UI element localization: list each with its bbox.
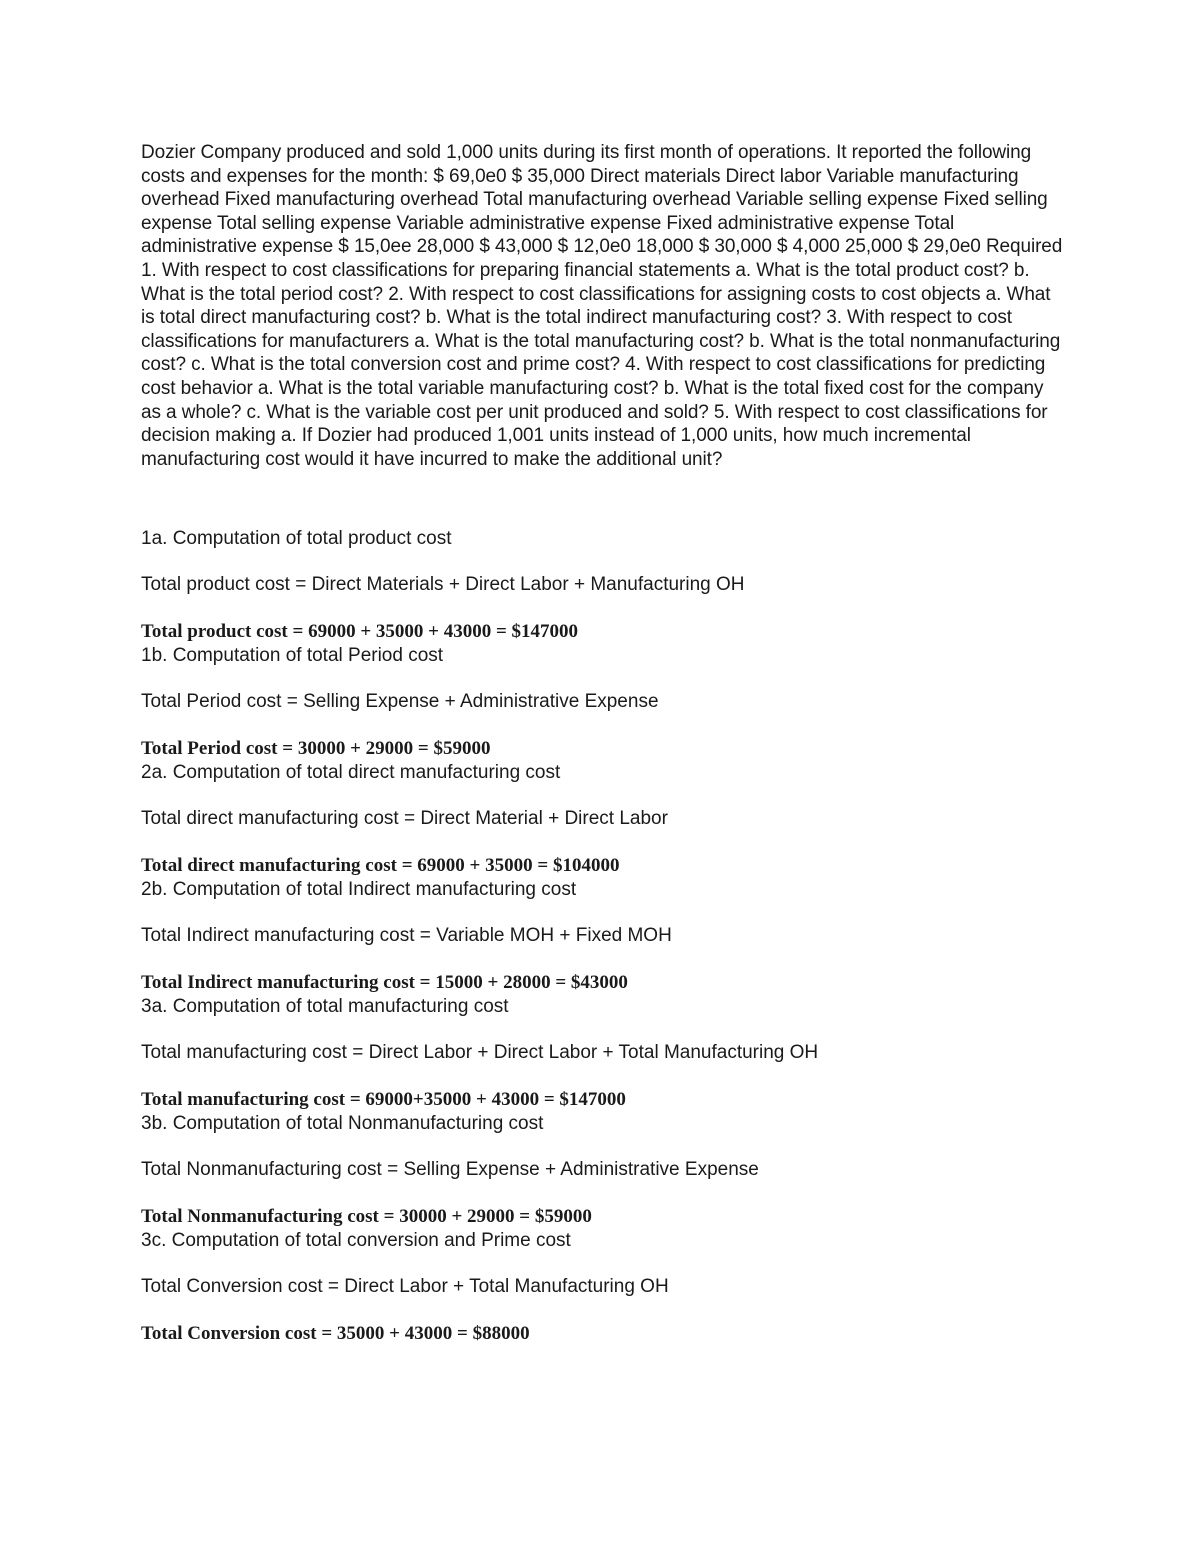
step-formula: Total Indirect manufacturing cost = Variable MOH + Fixed MOH <box>141 925 672 947</box>
step-2a <box>141 761 1066 878</box>
step-3b <box>141 1112 1066 1229</box>
step-title: 1a. Computation of total product cost <box>141 528 452 550</box>
step-title: 2a. Computation of total direct manufacturing cost <box>141 762 561 784</box>
step-formula: Total Conversion cost = Direct Labor + Total Manufacturing OH <box>141 1276 669 1298</box>
step-result: Total Period cost = 30000 + 29000 = $59000 <box>141 738 491 760</box>
step-1a <box>141 527 1066 644</box>
step-formula: Total Period cost = Selling Expense + Administrative Expense <box>141 691 659 713</box>
step-result: Total Nonmanufacturing cost = 30000 + 29000 = $59000 <box>141 1206 592 1228</box>
step-title: 3c. Computation of total conversion and Prime cost <box>141 1230 571 1252</box>
step-formula: Total product cost = Direct Materials + Direct Labor + Manufacturing OH <box>141 574 745 596</box>
step-title: 2b. Computation of total Indirect manufacturing cost <box>141 879 577 901</box>
step-title: 1b. Computation of total Period cost <box>141 645 444 667</box>
step-3c <box>141 1229 1066 1346</box>
step-title: 3b. Computation of total Nonmanufacturing cost <box>141 1113 544 1135</box>
document-page <box>141 141 1066 1346</box>
step-result: Total manufacturing cost = 69000+35000 + 43000 = $147000 <box>141 1089 626 1111</box>
solution-section <box>141 527 1066 1346</box>
step-2b <box>141 878 1066 995</box>
step-result: Total product cost = 69000 + 35000 + 43000 = $147000 <box>141 621 579 643</box>
problem-statement: Dozier Company produced and sold 1,000 units during its first month of operations. It reported the following costs and expenses for the month: $ 69,0e0 $ 35,000 Direct materials Direct labor Variable manufacturing overhead Fixed manufacturing overhead Total manufacturing overhead Variable selling expense Fixed selling expense Total selling expense Variable administrative expense Fixed administrative expense Total administrative expense $ 15,0ee 28,000 $ 43,000 $ 12,0e0 18,000 $ 30,000 $ 4,000 25,000 $ 29,0e0 Required 1. With respect to cost classifications for preparing financial statements a. What is the total product cost? b. What is the total period cost? 2. With respect to cost classifications for assigning costs to cost objects a. What is total direct manufacturing cost? b. What is the total indirect manufacturing cost? 3. With respect to cost classifications for manufacturers a. What is the total manufacturing cost? b. What is the total nonmanufacturing cost? c. What is the total conversion cost and prime cost? 4. With respect to cost classifications for predicting cost behavior a. What is the total variable manufacturing cost? b. What is the total fixed cost for the company as a whole? c. What is the variable cost per unit produced and sold? 5. With respect to cost classifications for decision making a. If Dozier had produced 1,001 units instead of 1,000 units, how much incremental manufacturing cost would it have incurred to make the additional unit? <box>141 142 1063 470</box>
step-3a <box>141 995 1066 1112</box>
step-formula: Total manufacturing cost = Direct Labor + Direct Labor + Total Manufacturing OH <box>141 1042 819 1064</box>
step-result: Total Conversion cost = 35000 + 43000 = $88000 <box>141 1323 530 1345</box>
step-title: 3a. Computation of total manufacturing cost <box>141 996 509 1018</box>
step-formula: Total Nonmanufacturing cost = Selling Expense + Administrative Expense <box>141 1159 759 1181</box>
step-result: Total Indirect manufacturing cost = 15000 + 28000 = $43000 <box>141 972 628 994</box>
step-1b <box>141 644 1066 761</box>
step-formula: Total direct manufacturing cost = Direct Material + Direct Labor <box>141 808 668 830</box>
step-result: Total direct manufacturing cost = 69000 + 35000 = $104000 <box>141 855 620 877</box>
